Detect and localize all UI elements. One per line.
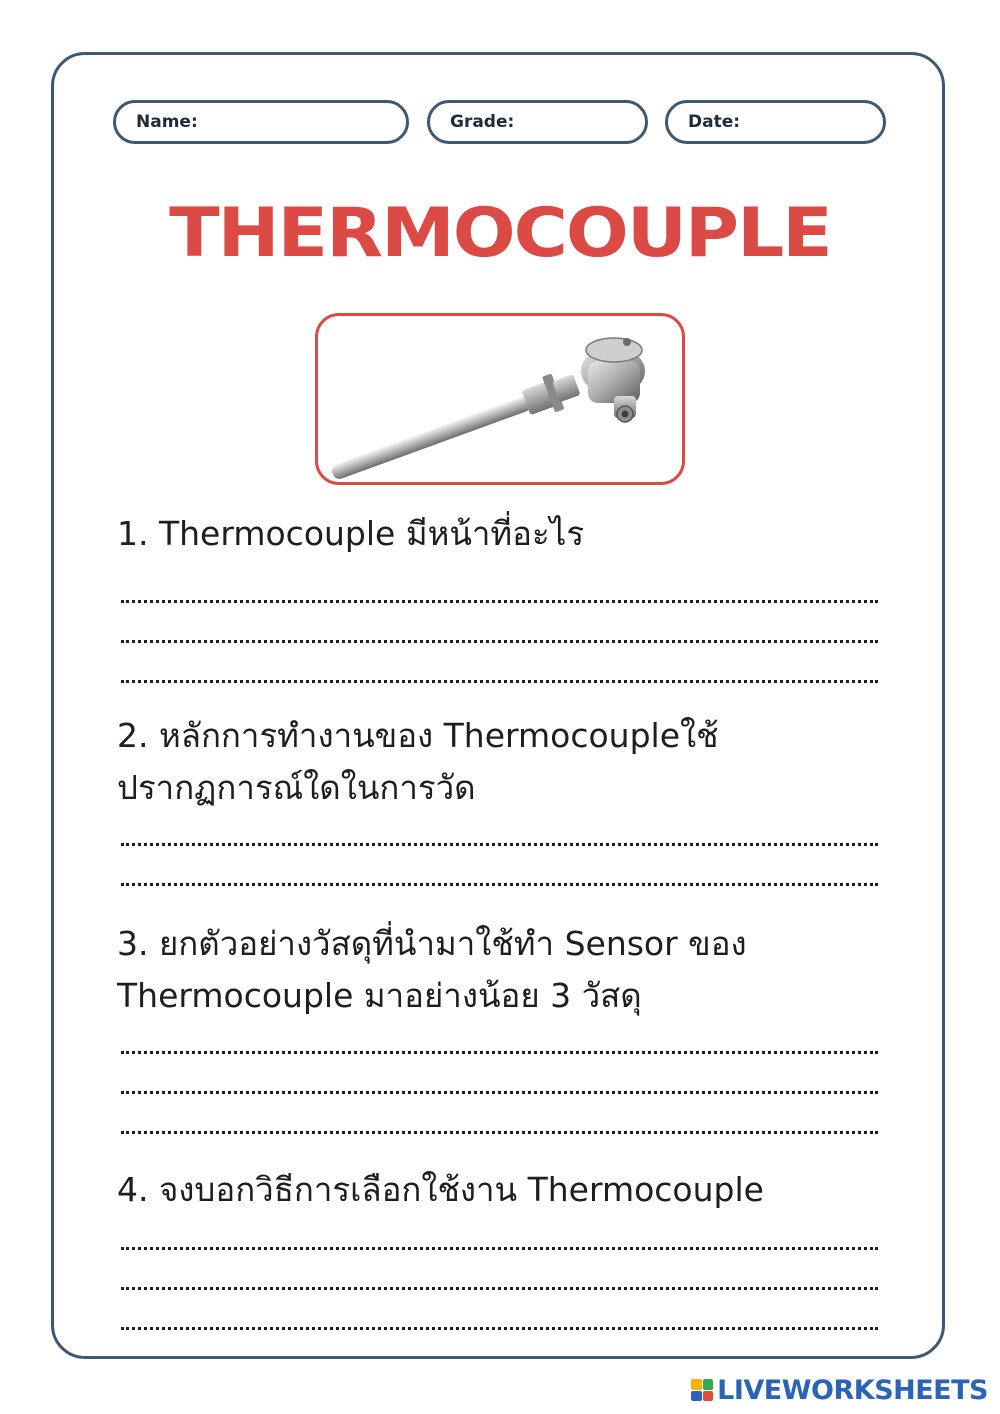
name-field[interactable] (113, 100, 409, 144)
date-label: Date: (688, 112, 741, 132)
question-3-line-1: 3. ยกตัวอย่างวัสดุที่นำมาใช้ทำ Sensor ของ (117, 924, 747, 963)
question-3-line-2: Thermocouple มาอย่างน้อย 3 วัสดุ (117, 976, 642, 1015)
liveworksheets-brand (691, 1374, 988, 1406)
question-2 (117, 710, 857, 814)
question-1-line-1: 1. Thermocouple มีหน้าที่อะไร (117, 514, 585, 553)
answer-line[interactable] (121, 1091, 878, 1094)
question-4 (117, 1164, 857, 1216)
thermocouple-probe-image (318, 316, 685, 485)
answer-line[interactable] (121, 1051, 878, 1054)
answer-line[interactable] (121, 600, 878, 603)
answer-line[interactable] (121, 843, 878, 846)
name-label: Name: (136, 112, 198, 132)
question-2-line-2: ปรากฏการณ์ใดในการวัด (117, 768, 476, 807)
answer-line[interactable] (121, 1287, 878, 1290)
thermocouple-image-frame (315, 313, 685, 485)
liveworksheets-logo-icon (691, 1379, 713, 1401)
answer-line[interactable] (121, 640, 878, 643)
question-2-line-1: 2. หลักการทำงานของ Thermocoupleใช้ (117, 716, 719, 755)
liveworksheets-wordmark: LIVEWORKSHEETS (717, 1374, 988, 1406)
answer-line[interactable] (121, 680, 878, 683)
answer-line[interactable] (121, 1327, 878, 1330)
answer-line[interactable] (121, 1247, 878, 1250)
grade-label: Grade: (450, 112, 515, 132)
grade-field[interactable] (427, 100, 648, 144)
question-3 (117, 918, 857, 1022)
question-1 (117, 508, 857, 560)
answer-line[interactable] (121, 883, 878, 886)
answer-line[interactable] (121, 1131, 878, 1134)
question-4-line-1: 4. จงบอกวิธีการเลือกใช้งาน Thermocouple (117, 1170, 764, 1209)
date-field[interactable] (665, 100, 886, 144)
page-title: THERMOCOUPLE (169, 193, 831, 273)
